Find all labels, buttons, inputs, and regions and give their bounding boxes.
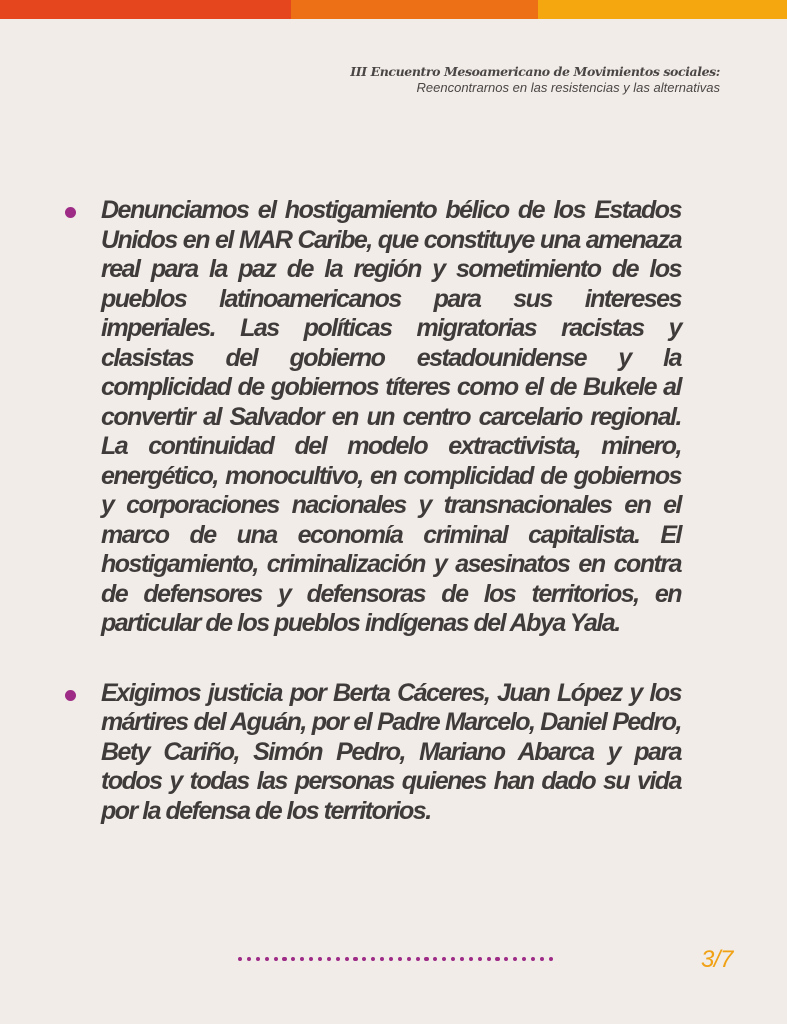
separator-dot (309, 957, 313, 961)
separator-dot (504, 957, 508, 961)
separator-dot (282, 957, 286, 961)
list-item-text: Denunciamos el hostigamiento bélico de los Estados Unidos en el MAR Caribe, que constituye una amenaza real para la paz de la región y sometimiento de los pueblos latinoamericanos para sus intereses imperiales. Las políticas migratorias racistas y clasistas del gobierno estadounidense y la complicidad de gobiernos títeres como el de Bukele al convertir al Salvador en un centro carcelario regional. La continuidad del modelo extractivista, minero, energético, monocultivo, en complicidad de gobiernos y corporaciones nacionales y transnacionales en el marco de una economía criminal capitalista. El hostigamiento, criminalización y asesinatos en contra de defensores y defensoras de los territorios, en particular de los pueblos indígenas del Abya Yala. (101, 196, 681, 637)
separator-dot (238, 957, 242, 961)
separator-dot (327, 957, 331, 961)
bullet-list (101, 196, 681, 826)
dotted-separator (238, 957, 553, 961)
separator-dot (380, 957, 384, 961)
separator-dot (256, 957, 260, 961)
document-header (350, 63, 720, 96)
separator-dot (291, 957, 295, 961)
separator-dot (274, 957, 278, 961)
header-subtitle: Reencontrarnos en las resistencias y las alternativas (416, 80, 720, 95)
separator-dot (353, 957, 357, 961)
bullet-icon (65, 207, 76, 218)
separator-dot (336, 957, 340, 961)
separator-dot (345, 957, 349, 961)
list-item (101, 679, 681, 827)
list-item-text: Exigimos justicia por Berta Cáceres, Juan López y los mártires del Aguán, por el Padre Marcelo, Daniel Pedro, Bety Cariño, Simón Pedro, Mariano Abarca y para todos y todas las personas quienes han dado su vida por la defensa de los territorios. (101, 678, 681, 825)
top-bar-segment-yellow (538, 0, 787, 19)
separator-dot (513, 957, 517, 961)
separator-dot (300, 957, 304, 961)
separator-dot (318, 957, 322, 961)
bullet-icon (65, 690, 76, 701)
separator-dot (389, 957, 393, 961)
separator-dot (247, 957, 251, 961)
separator-dot (540, 957, 544, 961)
header-title: III Encuentro Mesoamericano de Movimientos sociales: (350, 64, 720, 79)
separator-dot (469, 957, 473, 961)
top-bar-segment-red (0, 0, 291, 19)
separator-dot (549, 957, 553, 961)
separator-dot (265, 957, 269, 961)
separator-dot (442, 957, 446, 961)
separator-dot (424, 957, 428, 961)
separator-dot (478, 957, 482, 961)
separator-dot (371, 957, 375, 961)
separator-dot (522, 957, 526, 961)
list-item (101, 196, 681, 639)
separator-dot (362, 957, 366, 961)
separator-dot (487, 957, 491, 961)
separator-dot (460, 957, 464, 961)
top-bar-segment-orange (291, 0, 538, 19)
separator-dot (416, 957, 420, 961)
top-color-bar (0, 0, 787, 19)
separator-dot (531, 957, 535, 961)
separator-dot (398, 957, 402, 961)
separator-dot (495, 957, 499, 961)
separator-dot (407, 957, 411, 961)
separator-dot (433, 957, 437, 961)
page-number: 3/7 (701, 946, 733, 973)
separator-dot (451, 957, 455, 961)
